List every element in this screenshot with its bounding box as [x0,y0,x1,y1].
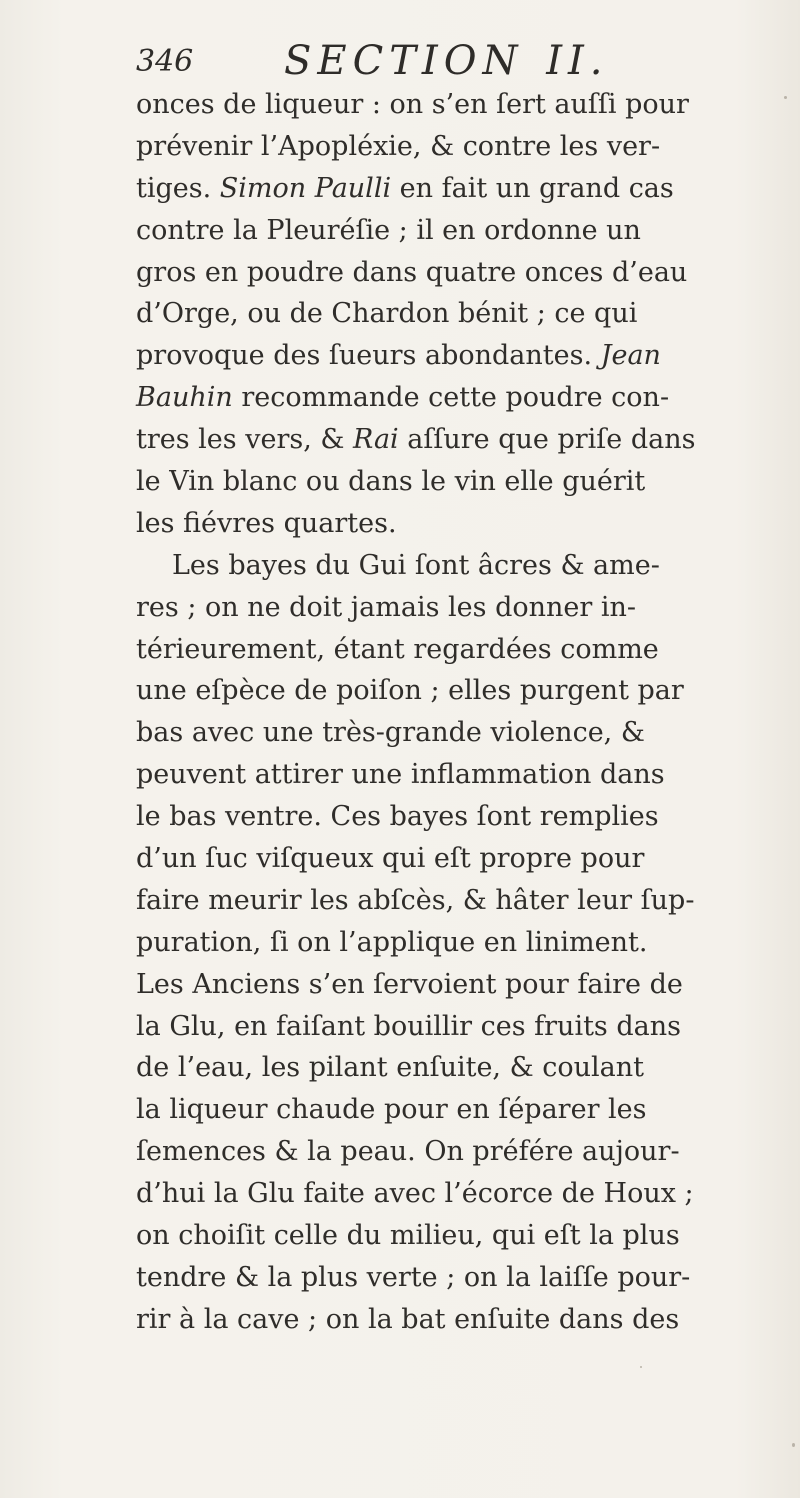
text-line [136,210,776,252]
text-line [136,252,776,294]
text-line [136,545,776,587]
text-segment: térieurement, étant regardées comme [136,633,659,665]
text-line [136,1089,776,1131]
text-line [136,922,776,964]
text-line [136,335,776,377]
text-segment: res ; on ne doit jamais les donner in- [136,591,637,623]
text-segment: bas avec une très-grande violence, & [136,717,645,749]
text-line [136,168,776,210]
text-segment: faire meurir les abſcès, & hâter leur ſup- [136,884,695,916]
text-segment: tendre & la plus verte ; on la laiſſe pour- [136,1261,691,1293]
text-line [136,880,776,922]
text-line [136,1131,776,1173]
text-segment: puration, ſi on l’applique en liniment. [136,926,648,958]
text-line [136,84,776,126]
text-line [136,587,776,629]
text-line [136,377,776,419]
text-line [136,1006,776,1048]
text-segment: on choiſit celle du milieu, qui eſt la plus [136,1220,680,1252]
text-line [136,964,776,1006]
paper-speck [640,1366,642,1368]
text-segment: aſſure que priſe dans [398,424,696,456]
text-segment: le bas ventre. Ces bayes ſont remplies [136,801,659,833]
text-line [136,419,776,461]
text-line [136,461,776,503]
text-segment: recommande cette poudre con- [232,382,670,414]
text-segment: onces de liqueur : on s’en ſert auſſi pour [136,89,689,120]
text-segment: tres les vers, & [136,424,354,456]
italic-name: Bauhin [136,382,233,414]
text-segment: d’Orge, ou de Chardon bénit ; ce qui [136,298,638,330]
text-segment: peuvent attirer une inflammation dans [136,759,665,791]
text-line [136,796,776,838]
text-line [136,1257,776,1299]
text-segment: d’un ſuc viſqueux qui eſt propre pour [136,843,645,875]
text-line [136,1215,776,1257]
text-segment: d’hui la Glu faite avec l’écorce de Houx ; [136,1178,694,1210]
text-segment: provoque des ſueurs abondantes. [136,340,601,372]
text-line [136,712,776,754]
text-segment: rir à la cave ; on la bat enſuite dans des [136,1303,680,1335]
text-line [136,670,776,712]
text-segment: Les Anciens s’en ſervoient pour faire de [136,968,683,1000]
italic-name: Simon Paulli [219,172,392,204]
text-segment: la liqueur chaude pour en ſéparer les [136,1094,647,1126]
text-segment: prévenir l’Apopléxie, & contre les ver- [136,130,661,162]
text-line [136,503,776,545]
text-line [136,1047,776,1089]
paper-speck [792,1443,795,1447]
italic-name: Jean [600,340,661,372]
running-head: SECTION II. [284,38,609,84]
text-segment: Les bayes du Gui ſont âcres & ame- [172,549,660,581]
text-segment: gros en poudre dans quatre onces d’eau [136,256,688,288]
page-header [136,38,756,88]
text-line [136,629,776,671]
text-segment: ſemences & la peau. On préfére aujour- [136,1136,680,1168]
text-line [136,293,776,335]
text-line [136,126,776,168]
text-segment: la Glu, en faiſant bouillir ces fruits dans [136,1010,681,1042]
body-text [136,84,776,1341]
italic-name: Rai [353,424,399,456]
text-segment: contre la Pleuréſie ; il en ordonne un [136,214,641,246]
paper-speck [784,96,787,99]
text-line [136,1299,776,1341]
text-segment: le Vin blanc ou dans le vin elle guérit [136,466,646,498]
text-line [136,838,776,880]
text-segment: une eſpèce de poiſon ; elles purgent par [136,675,684,707]
text-segment: les fiévres quartes. [136,507,397,539]
text-line [136,754,776,796]
text-segment: de l’eau, les pilant enſuite, & coulant [136,1052,644,1084]
page-number: 346 [136,44,194,79]
text-line [136,1173,776,1215]
text-segment: en fait un grand cas [391,172,674,204]
text-segment: tiges. [136,172,220,204]
